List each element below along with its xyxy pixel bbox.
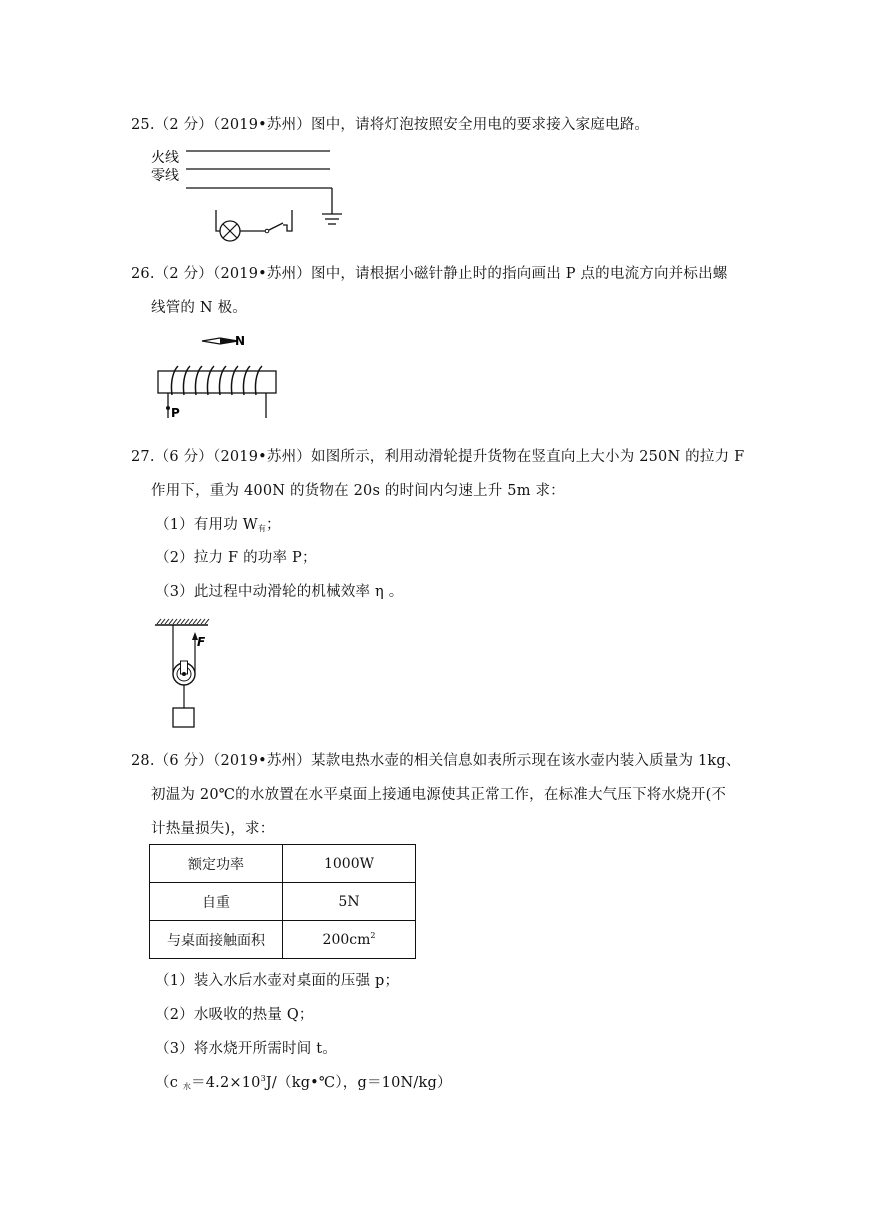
table-cell-value: $200cm^2$ — [283, 921, 416, 959]
ceiling-hatch — [197, 619, 201, 624]
q27-sub1: （1）有用功 $W_有$； — [155, 517, 281, 533]
ceiling-hatch — [193, 619, 197, 624]
switch-icon — [265, 223, 283, 233]
q26-text-line2: 线管的 N 极。 — [151, 300, 248, 316]
point-p-label: P — [171, 406, 180, 420]
q26-text-line1: 26.（2 分）（2019•苏州）图中，请根据小磁针静止时的指向画出 P 点的电流方向并标出螺 — [131, 266, 728, 282]
movable-pulley-icon — [173, 661, 195, 685]
table-cell-value: 5N — [283, 883, 416, 921]
q25-circuit-figure — [148, 142, 358, 242]
q28-text-line1: 28.（6 分）（2019•苏州）某款电热水壶的相关信息如表所示现在该水壶内装入质量为 1kg、 — [131, 753, 741, 769]
live-wire-label: 火线 — [151, 150, 179, 166]
ceiling-hatch — [205, 619, 209, 624]
q25-text: 25.（2 分）（2019•苏州）图中，请将灯泡按照安全用电的要求接入家庭电路。 — [131, 117, 650, 133]
iron-core — [158, 371, 276, 393]
q27-sub2: （2）拉力 F 的功率 P； — [155, 550, 317, 566]
table-cell-label: 额定功率 — [150, 845, 283, 883]
ceiling-hatch — [189, 619, 193, 624]
q28-sub3: （3）将水烧开所需时间 t。 — [155, 1041, 337, 1057]
ceiling-hatch — [157, 619, 161, 624]
q26-solenoid-figure — [150, 330, 290, 425]
q28-text-line3: 计热量损失)，求： — [151, 821, 275, 837]
ceiling-hatch — [185, 619, 189, 624]
ceiling-hatch — [161, 619, 165, 624]
ceiling-hatch — [201, 619, 205, 624]
ceiling-hatch — [173, 619, 177, 624]
table-row — [150, 883, 416, 921]
q28-constants: （c $_水=4.2\times 10^3J/(kg•℃)$，g＝10N/kg） — [155, 1074, 452, 1091]
q27-text-line2: 作用下，重为 400N 的货物在 20s 的时间内匀速上升 5m 求： — [151, 483, 565, 499]
table-cell-label: 与桌面接触面积 — [150, 921, 283, 959]
ceiling-hatch — [169, 619, 173, 624]
needle-north-label: N — [235, 334, 246, 348]
ceiling-hatch — [165, 619, 169, 624]
table-row — [150, 921, 416, 959]
q27-pulley-figure — [152, 616, 222, 731]
table-cell-label: 自重 — [150, 883, 283, 921]
force-label: F — [197, 635, 206, 649]
q28-text-line2: 初温为 20℃的水放置在水平桌面上接通电源使其正常工作，在标准大气压下将水烧开(不 — [151, 787, 727, 803]
ceiling-hatch — [177, 619, 181, 624]
neutral-wire-label: 零线 — [151, 168, 179, 184]
q28-sub1: （1）装入水后水壶对桌面的压强 p； — [155, 973, 400, 989]
q27-text-line1: 27.（6 分）（2019•苏州）如图所示，利用动滑轮提升货物在竖直向上大小为 250N 的拉力 F — [131, 449, 745, 465]
table-row — [150, 845, 416, 883]
compass-needle-icon — [202, 338, 238, 344]
lamp-icon — [220, 221, 240, 241]
cargo-box — [173, 708, 194, 727]
kettle-spec-table — [149, 844, 416, 959]
ceiling-hatch — [181, 619, 185, 624]
q28-sub2: （2）水吸收的热量 Q； — [155, 1007, 314, 1023]
q27-sub3: （3）此过程中动滑轮的机械效率 η 。 — [155, 584, 404, 600]
table-cell-value: 1000W — [283, 845, 416, 883]
point-p-marker — [166, 406, 170, 410]
